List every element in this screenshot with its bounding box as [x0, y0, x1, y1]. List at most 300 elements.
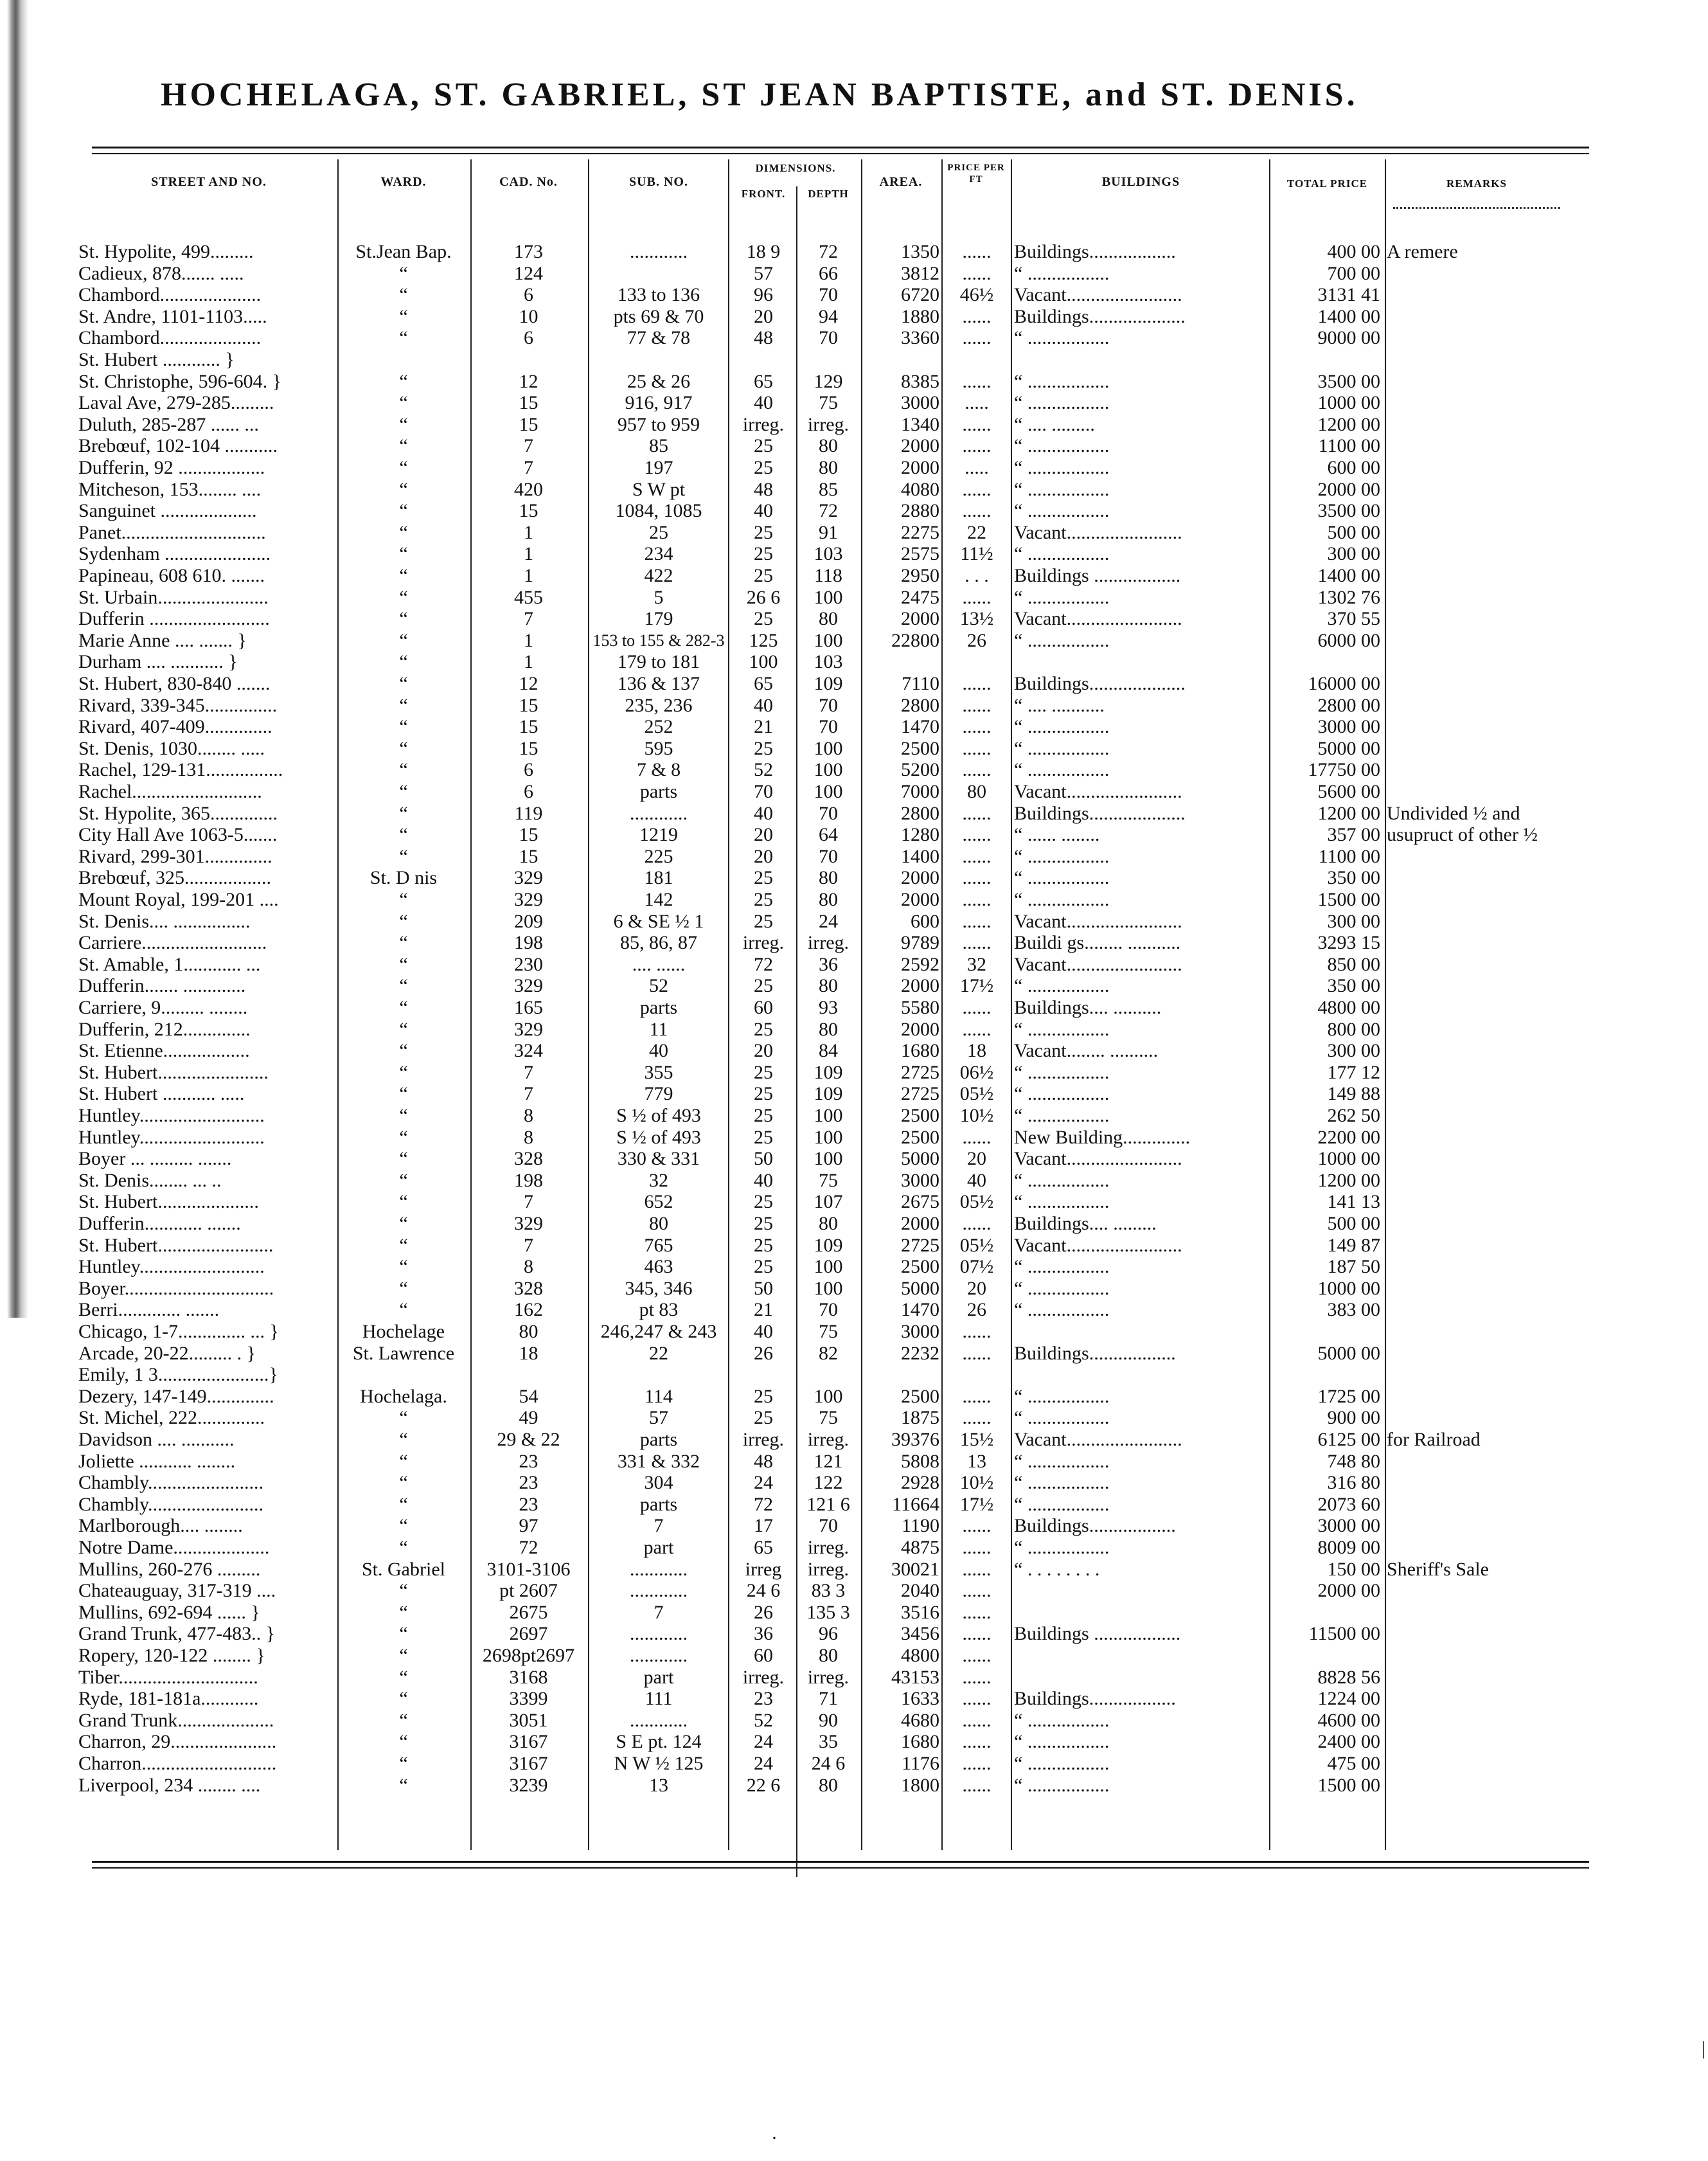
table-row — [0, 1559, 1708, 1580]
table-row — [0, 630, 1708, 651]
cell-depth: 80 — [819, 975, 838, 997]
cell-area: 1470 — [901, 1299, 939, 1321]
cell-sub: S W pt — [632, 478, 686, 500]
cell-depth: 64 — [819, 824, 838, 846]
cell-price: 07½ — [959, 1256, 994, 1278]
cell-bld: Buildings .................. — [1014, 565, 1181, 586]
cell-total: 11500 00 — [1308, 1623, 1380, 1645]
cell-sub: parts — [639, 1493, 678, 1515]
cell-street: Mullins, 260-276 ......... — [78, 1558, 261, 1580]
cell-front: 48 — [754, 1450, 773, 1472]
cell-bld: Vacant........................ — [1014, 608, 1182, 630]
cell-street: Huntley.......................... — [78, 1126, 265, 1148]
footer-rule-2 — [92, 1867, 1589, 1869]
cell-total: 8828 56 — [1317, 1666, 1380, 1688]
cell-price: ...... — [962, 1645, 992, 1666]
cell-depth: 72 — [819, 241, 838, 262]
cell-cad: 15 — [519, 694, 538, 716]
cell-price: . . . — [965, 565, 989, 586]
cell-price: 05½ — [959, 1083, 994, 1105]
cell-price: ...... — [962, 1321, 992, 1342]
cell-front: 24 — [754, 1731, 773, 1753]
cell-street: Huntley.......................... — [78, 1105, 265, 1126]
cell-cad: 10 — [519, 305, 538, 327]
cell-price: 13½ — [959, 608, 994, 630]
cell-total: 262 50 — [1327, 1105, 1380, 1126]
cell-area: 3360 — [901, 327, 939, 349]
cell-area: 5000 — [901, 1277, 939, 1299]
cell-area: 7110 — [902, 673, 939, 694]
cell-price: ...... — [962, 759, 992, 781]
cell-front: irreg. — [742, 413, 785, 435]
cell-cad: 6 — [524, 781, 533, 802]
cell-street: Boyer............................... — [78, 1277, 274, 1299]
cell-depth: 121 6 — [806, 1493, 850, 1515]
cell-price: ...... — [962, 1731, 992, 1753]
cell-street: Rivard, 299-301.............. — [78, 845, 272, 867]
header-street: STREET AND NO. — [151, 175, 267, 189]
cell-ward: “ — [399, 1450, 408, 1472]
cell-total: 1000 00 — [1317, 1277, 1380, 1299]
cell-ward: “ — [399, 1148, 408, 1170]
cell-cad: 6 — [524, 327, 533, 349]
cell-ward: “ — [399, 759, 408, 781]
cell-ward: “ — [399, 457, 408, 478]
cell-bld: “ ................. — [1014, 1299, 1110, 1321]
cell-total: 500 00 — [1327, 1213, 1380, 1234]
cell-area: 2000 — [901, 975, 939, 997]
table-row — [0, 371, 1708, 392]
cell-area: 2000 — [901, 435, 939, 457]
cell-depth: 83 3 — [811, 1580, 846, 1602]
cell-cad: 329 — [514, 1018, 543, 1040]
cell-ward: “ — [399, 1774, 408, 1796]
cell-street: Durham .... ........... } — [78, 651, 238, 673]
cell-sub: pt 83 — [639, 1299, 679, 1321]
table-row — [0, 1278, 1708, 1299]
cell-ward: “ — [399, 1580, 408, 1602]
cell-bld: “ ................. — [1014, 889, 1110, 910]
cell-sub: 57 — [649, 1407, 668, 1429]
cell-cad: 15 — [519, 824, 538, 846]
cell-bld: Vacant........................ — [1014, 284, 1182, 306]
cell-bld: “ ...... ........ — [1014, 824, 1100, 846]
cell-front: 20 — [754, 1040, 773, 1062]
cell-ward: “ — [399, 889, 408, 910]
table-row — [0, 1170, 1708, 1191]
cell-bld: Buildings .................. — [1014, 1623, 1181, 1645]
cell-price: ...... — [962, 932, 992, 954]
cell-ward: “ — [399, 694, 408, 716]
cell-price: 26 — [967, 1299, 986, 1321]
cell-front: 21 — [754, 1299, 773, 1321]
cell-depth: 80 — [819, 1645, 838, 1666]
cell-price: ...... — [962, 889, 992, 910]
cell-street: Carriere.......................... — [78, 932, 267, 954]
cell-ward: “ — [399, 521, 408, 543]
cell-total: 350 00 — [1327, 975, 1380, 997]
cell-depth: irreg. — [807, 1558, 850, 1580]
cell-cad: pt 2607 — [499, 1580, 558, 1602]
cell-area: 2500 — [901, 737, 939, 759]
cell-front: 25 — [754, 1256, 773, 1278]
cell-front: 65 — [754, 673, 773, 694]
cell-ward: “ — [399, 824, 408, 846]
cell-total: 500 00 — [1327, 521, 1380, 543]
cell-bld: “ ................. — [1014, 1472, 1110, 1494]
cell-price: ...... — [962, 1515, 992, 1537]
cell-sub: ............ — [630, 1558, 688, 1580]
cell-front: 25 — [754, 1061, 773, 1083]
cell-area: 2725 — [901, 1234, 939, 1256]
cell-depth: 100 — [814, 629, 843, 651]
cell-area: 1633 — [901, 1688, 939, 1710]
cell-ward: “ — [399, 1688, 408, 1710]
cell-depth: 100 — [814, 1105, 843, 1126]
cell-front: 25 — [754, 1385, 773, 1407]
cell-cad: 198 — [514, 932, 543, 954]
cell-ward: “ — [399, 1472, 408, 1494]
cell-sub: 1084, 1085 — [615, 500, 702, 522]
cell-front: 52 — [754, 759, 773, 781]
cell-street: St. Hubert ............ } — [78, 349, 235, 370]
cell-sub: 595 — [644, 737, 673, 759]
cell-cad: 209 — [514, 910, 543, 932]
cell-area: 2000 — [901, 867, 939, 889]
cell-front: 26 6 — [746, 586, 781, 608]
cell-cad: 1 — [524, 651, 533, 673]
cell-price: ...... — [962, 694, 992, 716]
cell-sub: parts — [639, 1429, 678, 1450]
cell-bld: “ ................. — [1014, 262, 1110, 284]
cell-total: 9000 00 — [1317, 327, 1380, 349]
table-row — [0, 1472, 1708, 1493]
cell-ward: “ — [399, 1537, 408, 1558]
cell-street: Brebœuf, 325.................. — [78, 867, 271, 889]
cell-ward: St.Jean Bap. — [355, 241, 452, 262]
cell-sub: 345, 346 — [625, 1277, 693, 1299]
cell-ward: “ — [399, 1515, 408, 1537]
cell-depth: 93 — [819, 997, 838, 1018]
cell-ward: “ — [399, 305, 408, 327]
cell-depth: 75 — [819, 1321, 838, 1342]
cell-sub: 765 — [644, 1234, 673, 1256]
cell-street: City Hall Ave 1063-5....... — [78, 824, 278, 846]
cell-sub: 179 — [644, 608, 673, 630]
cell-total: 1100 00 — [1318, 435, 1380, 457]
table-row — [0, 1775, 1708, 1796]
cell-cad: 3168 — [509, 1666, 548, 1688]
cell-price: 20 — [967, 1277, 986, 1299]
cell-depth: 82 — [819, 1342, 838, 1364]
cell-street: Chambord..................... — [78, 327, 262, 349]
cell-cad: 1 — [524, 565, 533, 586]
cell-street: Ryde, 181-181a............ — [78, 1688, 259, 1710]
cell-area: 1800 — [901, 1774, 939, 1796]
cell-area: 2675 — [901, 1191, 939, 1213]
cell-price: 10½ — [959, 1472, 994, 1494]
table-row — [0, 1213, 1708, 1234]
cell-total: 16000 00 — [1308, 673, 1380, 694]
cell-total: 1400 00 — [1317, 305, 1380, 327]
cell-price: 26 — [967, 629, 986, 651]
cell-ward: “ — [399, 1191, 408, 1213]
table-row — [0, 1148, 1708, 1169]
cell-sub: ............ — [630, 1709, 688, 1731]
cell-cad: 3399 — [509, 1688, 548, 1710]
cell-total: 357 00 — [1327, 824, 1380, 846]
cell-price: 17½ — [959, 975, 994, 997]
cell-street: Huntley.......................... — [78, 1256, 265, 1278]
cell-front: 70 — [754, 781, 773, 802]
cell-sub: 7 & 8 — [636, 759, 681, 781]
cell-depth: 70 — [819, 1299, 838, 1321]
table-row — [0, 414, 1708, 435]
margin-mark: · — [771, 2128, 778, 2149]
cell-cad: 54 — [519, 1385, 538, 1407]
table-row — [0, 241, 1708, 262]
cell-total: 700 00 — [1327, 262, 1380, 284]
cell-front: 48 — [754, 327, 773, 349]
cell-street: Dufferin....... ............. — [78, 975, 246, 997]
cell-sub: ............ — [630, 1580, 688, 1602]
cell-depth: irreg. — [807, 1666, 850, 1688]
cell-area: 3812 — [901, 262, 939, 284]
table-row — [0, 1710, 1708, 1731]
cell-sub: 652 — [644, 1191, 673, 1213]
cell-cad: 15 — [519, 413, 538, 435]
header-rule-top — [92, 147, 1589, 148]
table-row — [0, 327, 1708, 348]
cell-price: 18 — [967, 1040, 986, 1062]
cell-price: ...... — [962, 1601, 992, 1623]
cell-street: St. Etienne.................. — [78, 1040, 250, 1062]
table-row — [0, 1407, 1708, 1428]
cell-street: Dezery, 147-149.............. — [78, 1385, 274, 1407]
cell-sub: 111 — [645, 1688, 673, 1710]
cell-depth: 91 — [819, 521, 838, 543]
cell-cad: 3101-3106 — [486, 1558, 571, 1580]
cell-depth: 70 — [819, 284, 838, 306]
cell-front: 96 — [754, 284, 773, 306]
cell-sub: 234 — [644, 543, 673, 565]
cell-area: 2880 — [901, 500, 939, 522]
cell-ward: “ — [399, 1105, 408, 1126]
cell-area: 1350 — [901, 241, 939, 262]
cell-ward: “ — [399, 1256, 408, 1278]
cell-total: 1200 00 — [1317, 413, 1380, 435]
header-price: PRICE PER FT — [947, 163, 1005, 184]
cell-bld: “ . . . . . . . . — [1014, 1558, 1100, 1580]
cell-sub: pts 69 & 70 — [613, 305, 704, 327]
cell-cad: 324 — [514, 1040, 543, 1062]
cell-bld: Vacant........................ — [1014, 1429, 1182, 1450]
cell-area: 5000 — [901, 1148, 939, 1170]
cell-bld: “ ................. — [1014, 1753, 1110, 1774]
cell-area: 2232 — [901, 1342, 939, 1364]
table-row — [0, 1127, 1708, 1148]
cell-cad: 3167 — [509, 1753, 548, 1774]
cell-front: 40 — [754, 802, 773, 824]
cell-price: 40 — [967, 1169, 986, 1191]
cell-total: 4600 00 — [1317, 1709, 1380, 1731]
cell-area: 4680 — [901, 1709, 939, 1731]
cell-depth: 118 — [814, 565, 842, 586]
cell-total: 6125 00 — [1317, 1429, 1380, 1450]
cell-total: 1000 00 — [1317, 392, 1380, 414]
cell-depth: 109 — [814, 1061, 843, 1083]
cell-street: St. Denis.... ................ — [78, 910, 251, 932]
cell-street: St. Andre, 1101-1103..... — [78, 305, 267, 327]
cell-bld: “ ................. — [1014, 629, 1110, 651]
cell-total: 2800 00 — [1317, 694, 1380, 716]
header-sub: SUB. NO. — [629, 175, 688, 189]
cell-price: ..... — [965, 392, 989, 414]
table-row — [0, 673, 1708, 694]
table-row — [0, 1256, 1708, 1277]
cell-area: 7000 — [901, 781, 939, 802]
cell-front: 25 — [754, 1018, 773, 1040]
cell-depth: 100 — [814, 1385, 843, 1407]
cell-price: ...... — [962, 586, 992, 608]
cell-bld: “ .... ........... — [1014, 694, 1105, 716]
cell-street: Sanguinet .................... — [78, 500, 257, 522]
cell-street: St. Hubert ........... ..... — [78, 1083, 245, 1105]
cell-front: 40 — [754, 1169, 773, 1191]
cell-total: 6000 00 — [1317, 629, 1380, 651]
cell-depth: 129 — [814, 370, 843, 392]
cell-cad: 329 — [514, 867, 543, 889]
cell-front: 50 — [754, 1148, 773, 1170]
cell-sub: 77 & 78 — [627, 327, 691, 349]
cell-ward: “ — [399, 1277, 408, 1299]
cell-street: Chambly........................ — [78, 1472, 264, 1494]
table-row — [0, 1602, 1708, 1623]
cell-street: St. Amable, 1............ ... — [78, 953, 261, 975]
cell-cad: 328 — [514, 1148, 543, 1170]
cell-bld: Buildings.................... — [1014, 305, 1186, 327]
cell-sub: 133 to 136 — [617, 284, 700, 306]
cell-price: ...... — [962, 716, 992, 738]
cell-street: Berri............. ....... — [78, 1299, 220, 1321]
cell-ward: “ — [399, 975, 408, 997]
cell-street: Chateauguay, 317-319 .... — [78, 1580, 276, 1602]
table-row — [0, 954, 1708, 975]
table-row — [0, 1667, 1708, 1688]
table-row — [0, 1321, 1708, 1342]
cell-bld: “ ................. — [1014, 1537, 1110, 1558]
cell-sub: 11 — [649, 1018, 668, 1040]
cell-front: 52 — [754, 1709, 773, 1731]
cell-sub: 25 & 26 — [627, 370, 691, 392]
table-row — [0, 889, 1708, 910]
cell-bld: “ ................. — [1014, 1083, 1110, 1105]
cell-cad: 18 — [519, 1342, 538, 1364]
cell-area: 600 — [911, 910, 939, 932]
cell-street: Marie Anne .... ....... } — [78, 629, 247, 651]
cell-front: irreg. — [742, 1429, 785, 1450]
cell-total: 149 87 — [1327, 1234, 1380, 1256]
cell-front: 57 — [754, 262, 773, 284]
cell-cad: 15 — [519, 716, 538, 738]
cell-ward: Hochelaga. — [360, 1385, 447, 1407]
cell-cad: 3051 — [509, 1709, 548, 1731]
cell-area: 8385 — [901, 370, 939, 392]
cell-sub: ............ — [630, 241, 688, 262]
cell-cad: 420 — [514, 478, 543, 500]
cell-sub: ............ — [630, 802, 688, 824]
cell-depth: irreg. — [807, 1537, 850, 1558]
cell-sub: N W ½ 125 — [614, 1753, 704, 1774]
cell-area: 2000 — [901, 1213, 939, 1234]
table-row — [0, 587, 1708, 608]
cell-price: 32 — [967, 953, 986, 975]
table-row — [0, 975, 1708, 996]
cell-front: 21 — [754, 716, 773, 738]
cell-ward: “ — [399, 1753, 408, 1774]
cell-bld: Buildings.... ......... — [1014, 1213, 1157, 1234]
cell-cad: 1 — [524, 629, 533, 651]
cell-area: 11664 — [892, 1493, 939, 1515]
cell-sub: 422 — [644, 565, 673, 586]
cell-area: 3516 — [901, 1601, 939, 1623]
cell-ward: “ — [399, 1299, 408, 1321]
cell-cad: 23 — [519, 1450, 538, 1472]
cell-ward: “ — [399, 543, 408, 565]
cell-price: ...... — [962, 1688, 992, 1710]
cell-cad: 230 — [514, 953, 543, 975]
cell-depth: 121 — [814, 1450, 843, 1472]
cell-area: 2800 — [901, 802, 939, 824]
cell-total: 383 00 — [1327, 1299, 1380, 1321]
cell-street: Brebœuf, 102-104 ........... — [78, 435, 278, 457]
cell-cad: 329 — [514, 1213, 543, 1234]
cell-cad: 1 — [524, 543, 533, 565]
table-row — [0, 738, 1708, 759]
cell-sub: 331 & 332 — [617, 1450, 700, 1472]
cell-bld: “ ................. — [1014, 327, 1110, 349]
table-row — [0, 565, 1708, 586]
cell-street: Rachel, 129-131................ — [78, 759, 283, 781]
cell-ward: “ — [399, 651, 408, 673]
cell-front: 26 — [754, 1601, 773, 1623]
cell-area: 1680 — [901, 1731, 939, 1753]
cell-street: Grand Trunk.................... — [78, 1709, 274, 1731]
cell-total: 1100 00 — [1318, 845, 1380, 867]
cell-depth: 96 — [819, 1623, 838, 1645]
cell-cad: 7 — [524, 1234, 533, 1256]
cell-bld: “ .... ......... — [1014, 413, 1095, 435]
cell-cad: 7 — [524, 1191, 533, 1213]
cell-area: 2500 — [901, 1105, 939, 1126]
cell-sub: parts — [639, 997, 678, 1018]
table-row — [0, 716, 1708, 737]
cell-area: 2592 — [901, 953, 939, 975]
cell-depth: 70 — [819, 716, 838, 738]
cell-sub: 7 — [654, 1601, 664, 1623]
table-row — [0, 1040, 1708, 1061]
cell-ward: “ — [399, 781, 408, 802]
table-row — [0, 1235, 1708, 1256]
cell-sub: 7 — [654, 1515, 664, 1537]
cell-bld: “ ................. — [1014, 1018, 1110, 1040]
cell-ward: “ — [399, 1083, 408, 1105]
cell-area: 2000 — [901, 1018, 939, 1040]
cell-front: 25 — [754, 975, 773, 997]
cell-front: 25 — [754, 543, 773, 565]
cell-area: 4080 — [901, 478, 939, 500]
cell-bld: “ ................. — [1014, 543, 1110, 565]
